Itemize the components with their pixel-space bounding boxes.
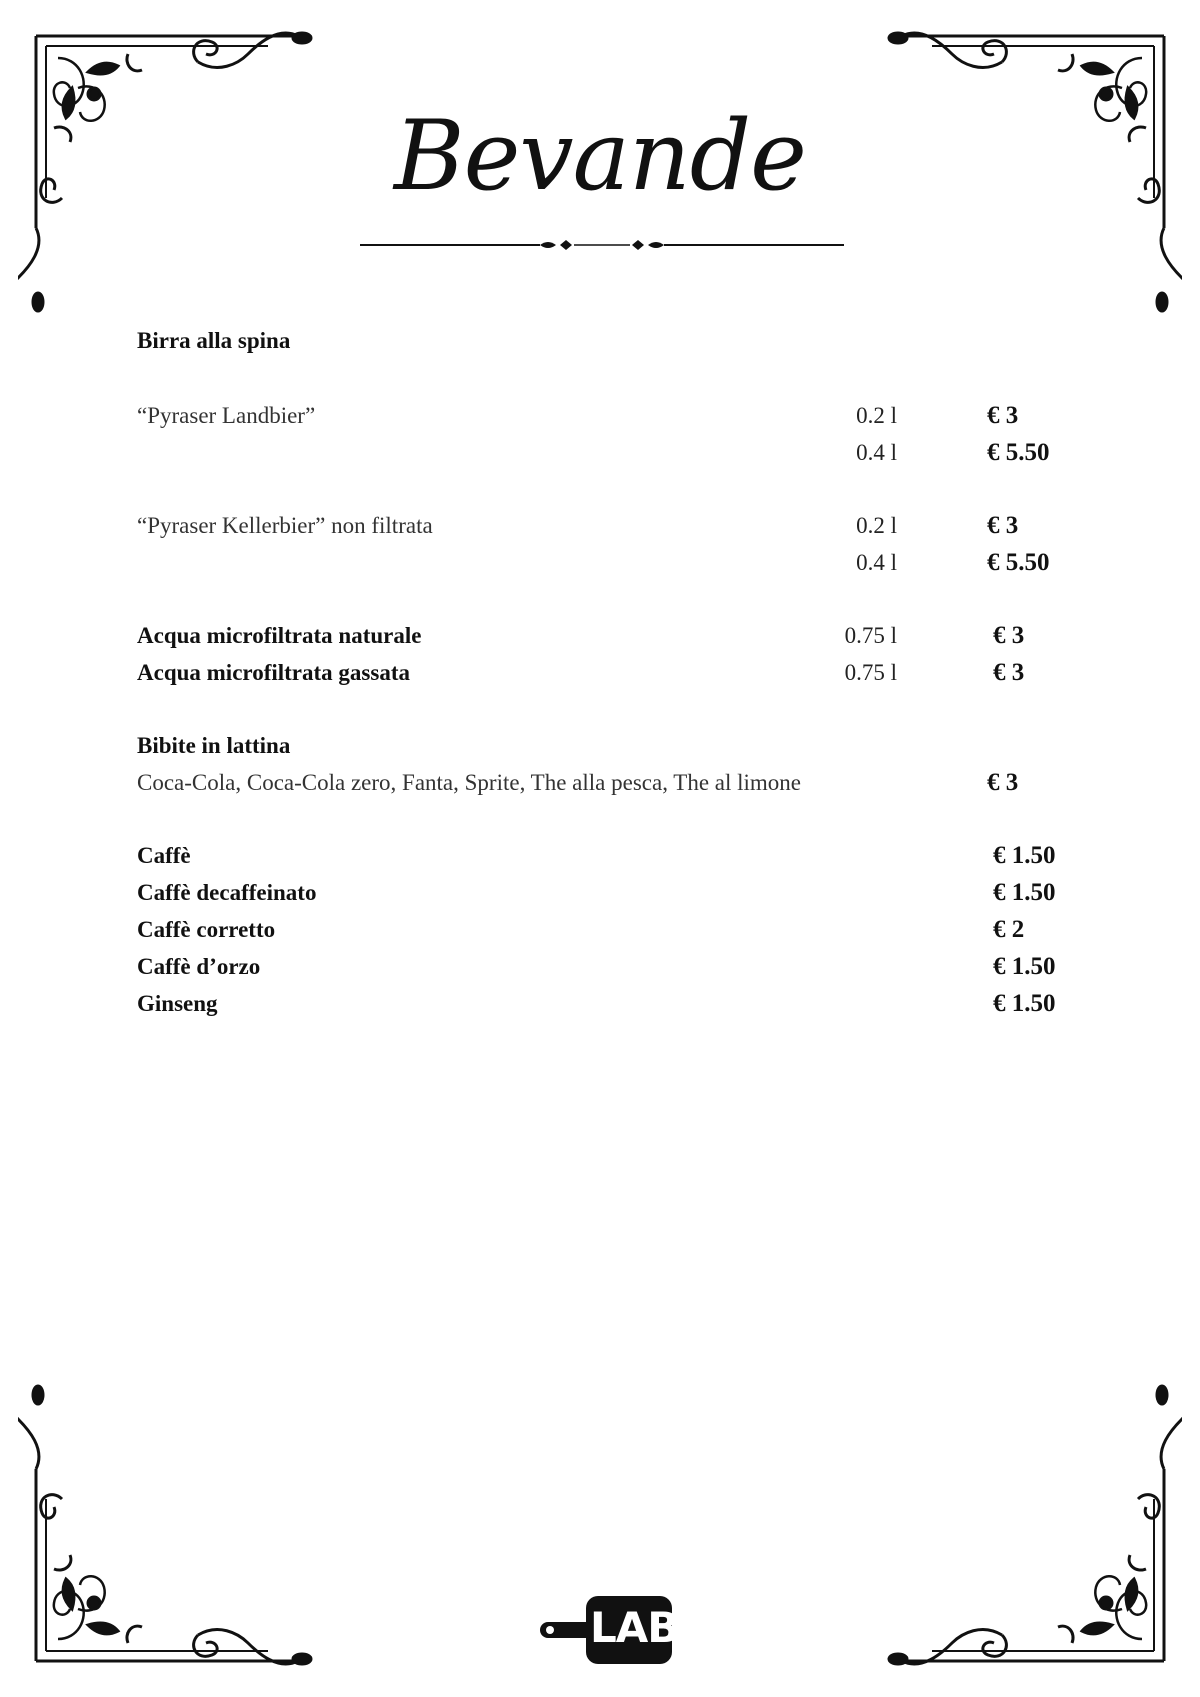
item-price: € 1.50 — [993, 879, 1056, 906]
item-price: € 1.50 — [993, 953, 1056, 980]
page-title: Bevande — [394, 100, 806, 212]
item-price: € 3 — [993, 622, 1025, 649]
title-divider — [360, 235, 844, 255]
menu-item-orzo — [137, 948, 1097, 985]
menu-item-kellerbier — [137, 507, 1097, 544]
drinks-menu — [137, 322, 1097, 1022]
item-price: € 3 — [993, 659, 1025, 686]
menu-item-corretto — [137, 911, 1097, 948]
item-price: € 3 — [987, 512, 1019, 539]
item-price: € 5.50 — [987, 549, 1050, 576]
section-heading-beer: Birra alla spina — [137, 328, 291, 353]
item-name: “Pyraser Landbier” — [137, 403, 316, 428]
menu-item-water-still — [137, 617, 1097, 654]
item-size: 0.4 l — [856, 550, 897, 575]
item-size: 0.75 l — [844, 660, 897, 685]
item-name: Acqua microfiltrata naturale — [137, 623, 422, 648]
item-name: Caffè — [137, 843, 191, 868]
menu-item-water-sparkling — [137, 654, 1097, 691]
item-size: 0.4 l — [856, 440, 897, 465]
item-price: € 1.50 — [993, 990, 1056, 1017]
menu-item-caffe — [137, 837, 1097, 874]
menu-item-decaf — [137, 874, 1097, 911]
item-price: € 1.50 — [993, 842, 1056, 869]
menu-item-ginseng — [137, 985, 1097, 1022]
ornament-corner-bottom-right — [852, 1349, 1182, 1679]
item-name: Coca-Cola, Coca-Cola zero, Fanta, Sprite, The alla pesca, The al limone — [137, 770, 802, 795]
ornament-corner-bottom-left — [18, 1349, 348, 1679]
item-name: Ginseng — [137, 991, 218, 1016]
item-size: 0.75 l — [844, 623, 897, 648]
item-name: Acqua microfiltrata gassata — [137, 660, 410, 685]
item-price: € 5.50 — [987, 439, 1050, 466]
menu-item-kellerbier-large — [137, 544, 1097, 581]
item-price: € 3 — [987, 402, 1019, 429]
item-size: 0.2 l — [856, 513, 897, 538]
item-size: 0.2 l — [856, 403, 897, 428]
item-name: Caffè decaffeinato — [137, 880, 317, 905]
item-name: Caffè d’orzo — [137, 954, 261, 979]
logo-text: LAB — [590, 1603, 679, 1652]
menu-item-landbier-large — [137, 434, 1097, 471]
menu-item-landbier — [137, 397, 1097, 434]
item-name: “Pyraser Kellerbier” non filtrata — [137, 513, 433, 538]
item-price: € 3 — [987, 769, 1019, 796]
item-name: Caffè corretto — [137, 917, 276, 942]
menu-item-cans — [137, 764, 1097, 801]
section-heading-cans: Bibite in lattina — [137, 733, 291, 758]
lab-logo — [536, 1594, 679, 1666]
item-price: € 2 — [993, 916, 1025, 943]
